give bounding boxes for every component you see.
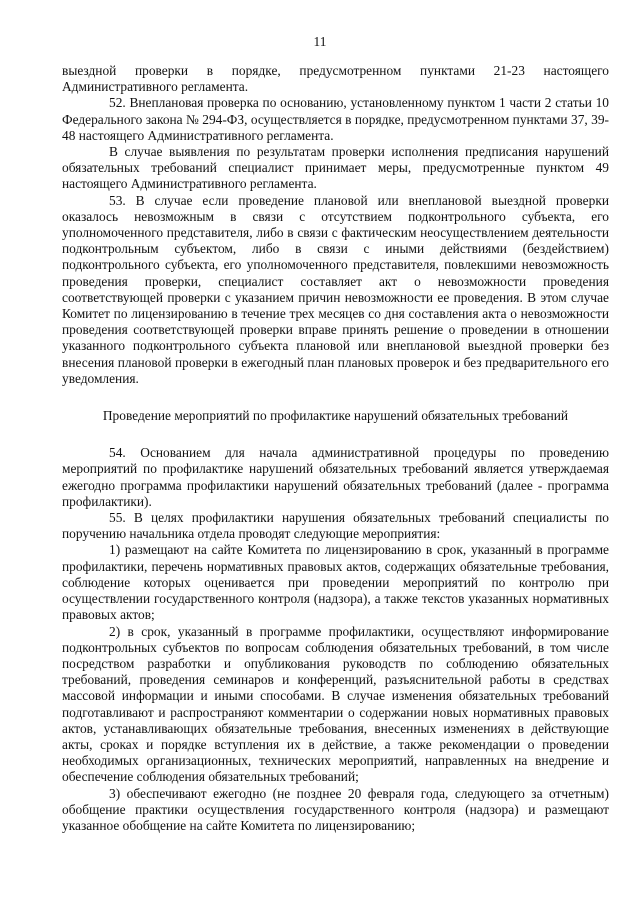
list-item-2: 2) в срок, указанный в программе профилактики, осуществляют информирование подконтрольных субъектов по вопросам соблюдения обязательных требований, в том числе посредством разработки и опубликования руководств по соблюдению обязательных требований, проведения семинаров и конференций, разъяснительной работы в средствах массовой информации и иными способами. В случае изменения обязательных требований подготавливают и распространяют комментарии о содержании новых нормативных правовых актов, устанавливающих обязательные требования, внесенных изменениях в действующие акты, сроках и порядке вступления их в действие, а также рекомендации о проведении необходимых организационных, технических мероприятий, направленных на внедрение и обеспечение соблюдения обязательных требований;: [62, 623, 609, 785]
document-body: [62, 63, 609, 834]
section-heading: Проведение мероприятий по профилактике нарушений обязательных требований: [102, 408, 569, 424]
paragraph-55: 55. В целях профилактики нарушения обязательных требований специалисты по поручению начальника отдела проводят следующие мероприятия:: [62, 510, 609, 542]
paragraph-52-continued: В случае выявления по результатам проверки исполнения предписания нарушений обязательных требований специалист принимает меры, предусмотренные пунктом 49 настоящего Административного регламента.: [62, 144, 609, 192]
paragraph-53: 53. В случае если проведение плановой или внеплановой выездной проверки оказалось невозможным в связи с отсутствием подконтрольного субъекта, его уполномоченного представителя, либо в связи с фактическим неосуществлением деятельности подконтрольным субъектом, либо в связи с иными действиями (бездействием) подконтрольного субъекта, его уполномоченного представителя, повлекшими невозможность проведения проверки, специалист составляет акт о невозможности проведения соответствующей проверки с указанием причин невозможности ее проведения. В этом случае Комитет по лицензированию в течение трех месяцев со дня составления акта о невозможности проведения соответствующей проверки вправе принять решение о проведении в отношении указанного подконтрольного субъекта плановой или внеплановой выездной проверки без внесения плановой проверки в ежегодный план плановых проверок и без предварительного его уведомления.: [62, 192, 609, 386]
paragraph-continuation: выездной проверки в порядке, предусмотренном пунктами 21-23 настоящего Административного регламента.: [62, 63, 609, 95]
paragraph-54: 54. Основанием для начала административной процедуры по проведению мероприятий по профилактике нарушений обязательных требований является утверждаемая ежегодно программа профилактики нарушений обязательных требований (далее - программа профилактики).: [62, 445, 609, 509]
page-number: 11: [313, 34, 327, 49]
list-item-3: 3) обеспечивают ежегодно (не позднее 20 февраля года, следующего за отчетным) обобщение практики осуществления государственного контроля (надзора) и размещают указанное обобщение на сайте Комитета по лицензированию;: [62, 785, 609, 833]
list-item-1: 1) размещают на сайте Комитета по лицензированию в срок, указанный в программе профилактики, перечень нормативных правовых актов, содержащих обязательные требования, соблюдение которых оценивается при проведении мероприятий по контролю при осуществлении государственного контроля (надзора), а также текстов указанных нормативных правовых актов;: [62, 542, 609, 623]
paragraph-52: 52. Внеплановая проверка по основанию, установленному пунктом 1 части 2 статьи 10 Федерального закона № 294-ФЗ, осуществляется в порядке, предусмотренном пунктами 37, 39-48 настоящего Административного регламента.: [62, 95, 609, 143]
